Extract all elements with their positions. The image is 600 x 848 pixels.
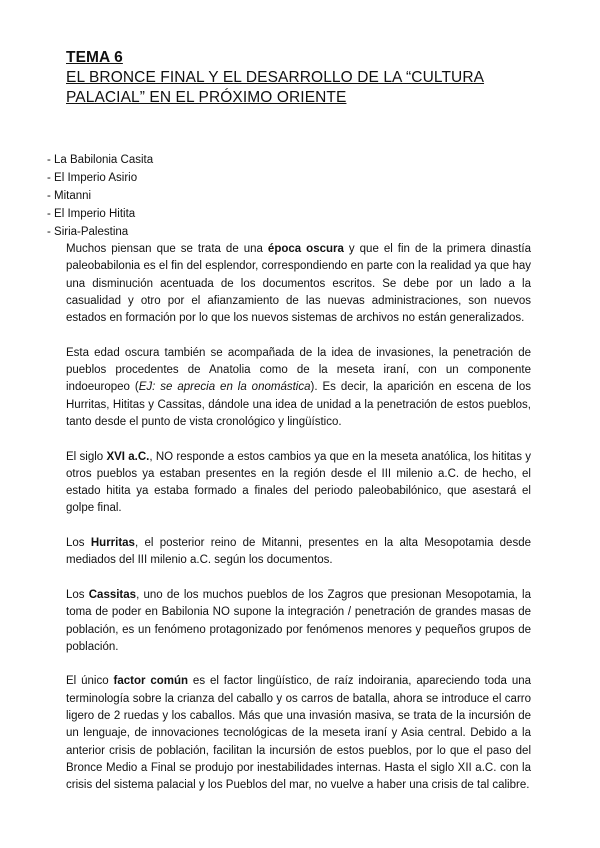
bold-term: época oscura	[267, 243, 344, 255]
paragraph-text: , uno de los muchos pueblos de los Zagros que presionan Mesopotamia, la toma de poder en Babilonia NO supone la integración / penetración de grandes masas de población, es un fenómeno protagonizado por fenómenos menores y pequeños grupos de población.	[66, 588, 531, 653]
bold-term: Hurritas	[90, 537, 135, 550]
bold-term: factor común	[113, 675, 189, 688]
document-body	[66, 241, 531, 812]
paragraph-text: ). Es decir, la aparición en escena de los Hurritas, Hititas y Cassitas, dándole una idea de unidad a la penetración de estos pueblos, tanto desde el punto de vista cronológico y lingüístico.	[66, 381, 531, 428]
topic-item: - El Imperio Hitita	[47, 208, 136, 220]
paragraph-factor-comun	[66, 673, 531, 794]
topic-item: - El Imperio Asirio	[47, 172, 138, 184]
document-title	[66, 48, 536, 108]
paragraph-text: Esta edad oscura también se acompañada de la idea de invasiones, la penetración de pueblos procedentes de Anatolia como de la meseta iraní, con un componente indoeuropeo (	[66, 346, 531, 394]
paragraph-text: , NO responde a estos cambios ya que en la meseta anatólica, los hititas y otros pueblos ya estaban presentes en la región desde el III milenio a.C. de hecho, el estado hitita ya estaba formado a finales del periodo paleobabilónico, que asestará el golpe final.	[66, 450, 531, 515]
topic-item: - Mitanni	[47, 190, 92, 202]
paragraph-epoca-oscura	[66, 241, 531, 327]
paragraph-text: El único	[66, 675, 114, 688]
paragraph-invasiones	[66, 345, 531, 431]
bold-term: Cassitas	[88, 588, 137, 601]
topic-item: - La Babilonia Casita	[47, 154, 154, 166]
paragraph-hurritas	[66, 535, 531, 570]
paragraph-text: Los	[66, 588, 89, 601]
bold-term: XVI a.C.	[106, 450, 150, 463]
topic-item: - Siria-Palestina	[47, 226, 129, 238]
title-line-1: EL BRONCE FINAL Y EL DESARROLLO DE LA “CULTURA	[66, 69, 485, 86]
italic-note: EJ: se aprecia en la onomástica	[138, 381, 311, 394]
topic-list	[47, 151, 153, 241]
paragraph-cassitas	[66, 587, 531, 656]
paragraph-text: Los	[66, 537, 91, 550]
paragraph-text: El siglo	[66, 450, 107, 463]
tema-number: TEMA 6	[66, 49, 123, 66]
paragraph-text: es el factor lingüístico, de raíz indoirania, apareciendo toda una terminología sobre la crianza del caballo y os carros de batalla, ahora se introduce el carro ligero de 2 ruedas y los caballos. Más que una invasión masiva, se trata de la incursión de un lenguaje, de innovaciones tecnológicas de la meseta iraní y Asia central. Debido a la anterior crisis de población, facilitan la incursión de estos pueblos, por lo que el paso del Bronce Medio a Final se produjo por inestabilidades internas. Hasta el siglo XII a.C. con la crisis del sistema palacial y los Pueblos del mar, no vuelve a haber una crisis de tal calibre.	[66, 675, 532, 792]
paragraph-text: y que el fin de la primera dinastía paleobabilonia es el fin del esplendor, correspondiendo en parte con la realidad ya que hay una disminución acentuada de los documentos escritos. Se debe por un lado a la casualidad y otro por el afianzamiento de las nuevas administraciones, son nuevos estados en formación por lo que los nuevos sistemas de archivos no están generalizados.	[66, 243, 531, 325]
title-line-2: PALACIAL” EN EL PRÓXIMO ORIENTE	[66, 89, 347, 106]
paragraph-text: Muchos piensan que se trata de una	[66, 243, 268, 255]
paragraph-text: , el posterior reino de Mitanni, presentes en la alta Mesopotamia desde mediados del III milenio a.C. según los documentos.	[66, 537, 531, 567]
paragraph-siglo-xvi	[66, 449, 531, 518]
